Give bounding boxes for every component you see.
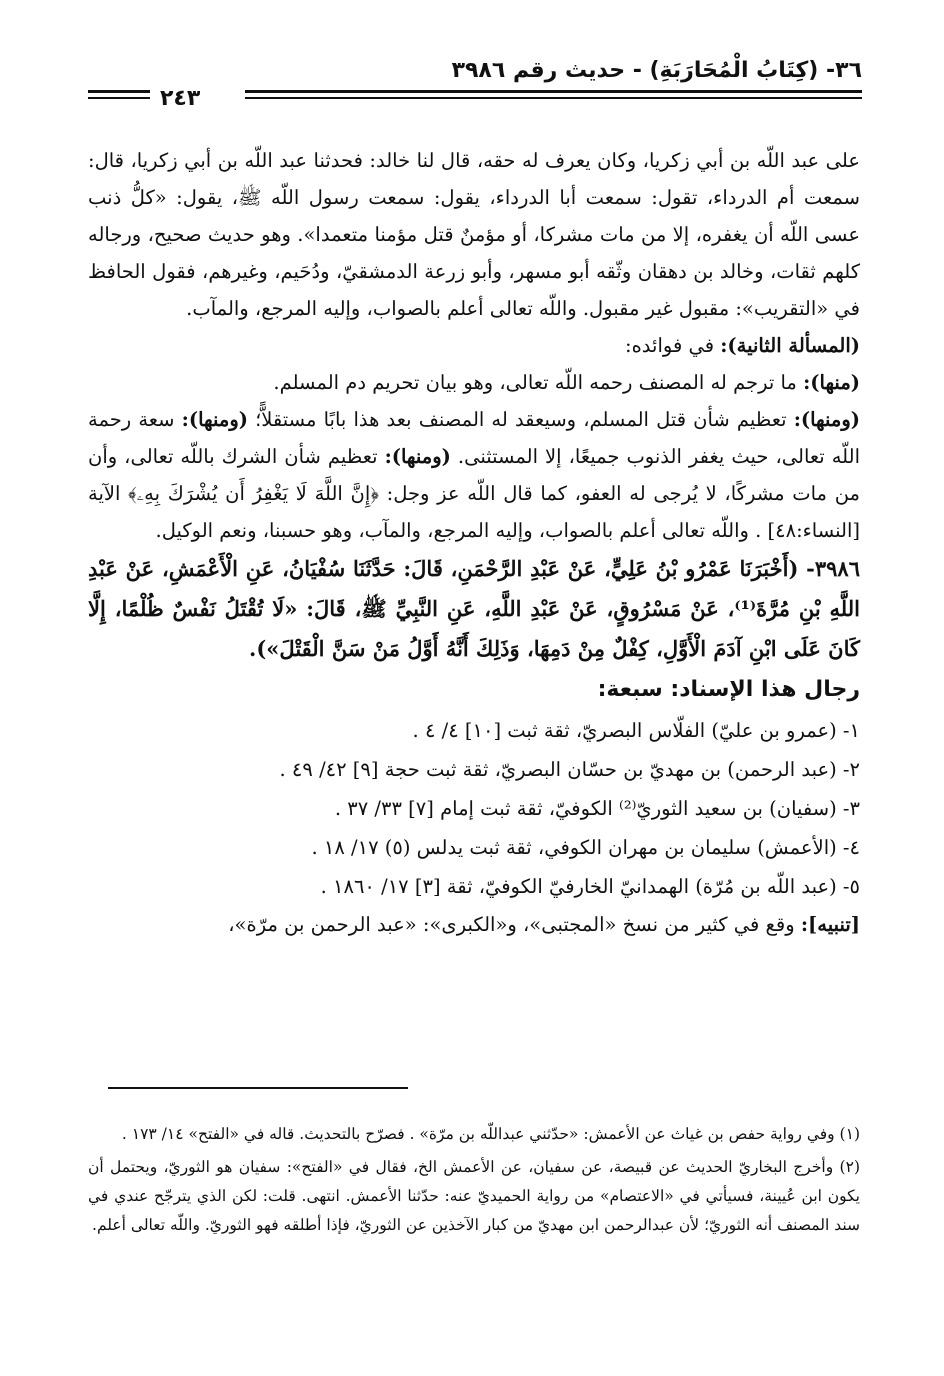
header-rule-left-top bbox=[88, 90, 150, 93]
footnote-1: (١) وفي رواية حفص بن غياث عن الأعمش: «حدّثني عبداللّه بن مرّة» . فصرّح بالتحديث. قاله في «الفتح» ١٤/ ١٧٣ . bbox=[121, 1125, 860, 1143]
page-number: ٢٤٣ bbox=[160, 86, 201, 111]
narrator-list bbox=[88, 711, 860, 906]
header-rule-bottom bbox=[245, 97, 862, 99]
benefit-one-text: ما ترجم له المصنف رحمه اللّه تعالى، وهو بيان تحريم دم المسلم. bbox=[273, 371, 804, 394]
header-rule-left-bottom bbox=[88, 97, 150, 99]
benefit-two-text: تعظيم شأن قتل المسلم، وسيعقد له المصنف بعد هذا بابًا مستقلاًّ؛ bbox=[247, 408, 794, 431]
tanbih-label: [تنبيه]: bbox=[800, 913, 860, 936]
benefit-one-label: (منها): bbox=[803, 371, 860, 394]
paragraph-continuation: على عبد اللّه بن أبي زكريا، وكان يعرف له حقه، قال لنا خالد: فحدثنا عبد اللّه بن أبي زكريا، قال: سمعت أم الدرداء، تقول: سمعت أبا الدرداء، يقول: سمعت رسول اللّه ﷺ، يقول: «كلُّ ذنب عسى اللّه أن يغفره، إلا من مات مشركا، أو مؤمنٌ قتل مؤمنا متعمدا». وهو حديث صحيح، ورجاله كلهم ثقات، وخالد بن دهقان وثّقه أبو مسهر، وأبو زرعة الدمشقيّ، ودُحَيم، وغيرهم، فقول الحافظ في «التقريب»: مقبول غير مقبول. واللّه تعالى أعلم بالصواب، وإليه المرجع، والمآب. bbox=[88, 149, 860, 320]
benefit-four-text: تعظيم شأن الشرك باللّه تعالى، وأن من مات مشركًا، لا يُرجى له العفو، كما قال اللّه عز وجل: ﴿إِنَّ اللَّهَ لَا يَغْفِرُ أَن يُشْرَكَ بِهِۦ﴾ الآية [النساء:٤٨] . واللّه تعالى أعلم بالصواب، وإليه المرجع، والمآب، وهو حسبنا، ونعم الوكيل. bbox=[88, 445, 860, 542]
issue-two-text: في فوائده: bbox=[625, 334, 721, 357]
header-rule-top bbox=[245, 90, 862, 93]
tanbih-text: وقع في كثير من نسخ «المجتبى»، و«الكبرى»: «عبد الرحمن بن مرّة»، bbox=[228, 913, 801, 936]
benefit-one bbox=[88, 364, 860, 401]
benefits-paragraph bbox=[88, 401, 860, 549]
main-text bbox=[88, 142, 860, 943]
narrator-item: ٢- (عبد الرحمن) بن مهديّ بن حسّان البصريّ، ثقة ثبت حجة [٩] ٤٢/ ٤٩ . bbox=[279, 758, 860, 781]
benefit-three-label: (ومنها): bbox=[181, 408, 248, 431]
hadith-text: ٣٩٨٦- (أَخْبَرَنَا عَمْرُو بْنُ عَلِيٍّ، عَنْ عَبْدِ الرَّحْمَنِ، قَالَ: حَدَّثَنَا سُفْيَانُ، عَنِ الْأَعْمَشِ، عَنْ عَبْدِ اللَّهِ بْنِ مُرَّةَ⁽¹⁾، عَنْ مَسْرُوقٍ، عَنْ عَبْدِ اللَّهِ، عَنِ النَّبِيِّ ﷺ، قَالَ: «لَا تُقْتَلُ نَفْسٌ ظُلْمًا، إِلَّا كَانَ عَلَى ابْنِ آدَمَ الْأَوَّلِ، كِفْلٌ مِنْ دَمِهَا، وَذَلِكَ أَنَّهُ أَوَّلُ مَنْ سَنَّ الْقَتْلَ»). bbox=[88, 556, 860, 661]
narrator-item: ٥- (عبد اللّه بن مُرّة) الهمدانيّ الخارفيّ الكوفيّ، ثقة [٣] ١٧/ ١٨٦٠ . bbox=[320, 875, 860, 898]
narrator-item: ٣- (سفيان) بن سعيد الثوريّ⁽²⁾ الكوفيّ، ثقة ثبت إمام [٧] ٣٣/ ٣٧ . bbox=[334, 797, 860, 820]
narrator-item: ١- (عمرو بن عليّ) الفلّاس البصريّ، ثقة ثبت [١٠] ٤/ ٤ . bbox=[412, 719, 860, 742]
issue-two-label: (المسألة الثانية): bbox=[720, 334, 860, 357]
running-header-title: ٣٦- (كِتَابُ الْمُحَارَبَةِ) - حديث رقم ٣٩٨٦ bbox=[451, 58, 862, 83]
rijal-heading: رجال هذا الإسناد: سبعة: bbox=[597, 677, 860, 702]
footnotes bbox=[88, 1120, 860, 1244]
benefit-four-label: (ومنها): bbox=[384, 445, 451, 468]
footnote-2: (٢) وأخرج البخاريّ الحديث عن قبيصة، عن سفيان، عن الأعمش الخ، فقال في «الفتح»: سفيان هو الثوريّ، ويحتمل أن يكون ابن عُيينة، فسيأتي في «الاعتصام» من رواية الحميديّ عنه: حدّثنا الأعمش. انتهى. قلت: لكن الذي يترجّح عندي في سند المصنف أنه الثوريّ؛ لأن عبدالرحمن ابن مهديّ من كبار الآخذين عن الثوريّ، فإذا أطلقه فهو الثوريّ. واللّه تعالى أعلم. bbox=[88, 1158, 860, 1234]
narrator-item: ٤- (الأعمش) سليمان بن مهران الكوفي، ثقة ثبت يدلس (٥) ١٧/ ١٨ . bbox=[311, 836, 860, 859]
issue-two-line bbox=[88, 327, 860, 364]
benefit-three-text: سعة رحمة اللّه تعالى، حيث يغفر الذنوب جميعًا، إلا المستثنى. bbox=[88, 408, 860, 468]
footnote-separator bbox=[108, 1087, 408, 1089]
benefit-two-label: (ومنها): bbox=[793, 408, 861, 431]
tanbih-line bbox=[88, 906, 860, 943]
